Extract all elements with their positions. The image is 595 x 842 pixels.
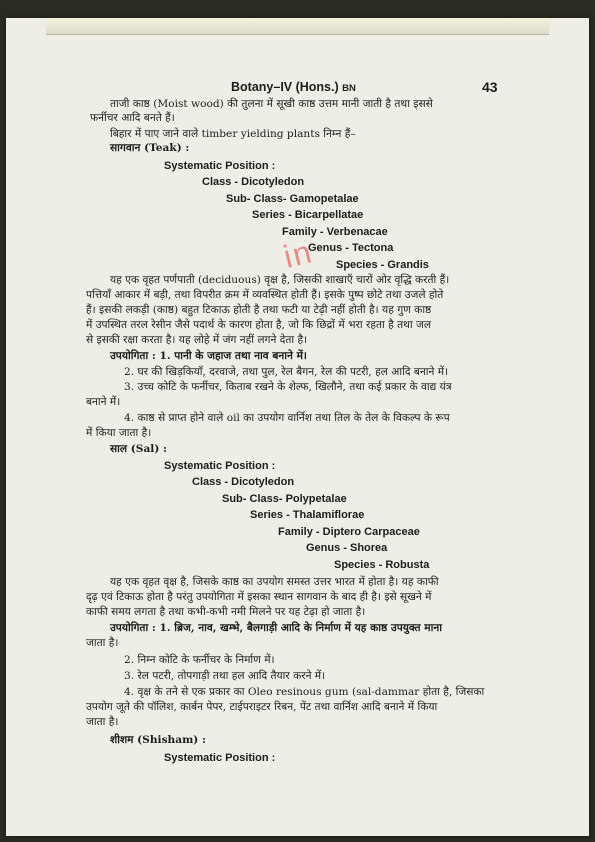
teak-subclass: Sub- Class- Gamopetalae — [226, 193, 359, 205]
teak-class: Class - Dicotyledon — [202, 176, 305, 188]
text-line: काफी समय लगता है तथा कभी-कभी नमी मिलने पर यह टेढ़ा हो जाता है। — [86, 606, 366, 618]
section-heading-sal: साल (Sal) : — [110, 443, 167, 455]
text-line: यह एक वृहत वृक्ष है, जिसके काष्ठ का उपयोग समस्त उत्तर भारत में होता है। यह काफी — [110, 576, 439, 588]
teak-genus: Genus - Tectona — [308, 242, 394, 254]
section-heading-shisham: शीशम (Shisham) : — [110, 734, 206, 746]
text-line: 4. काष्ठ से प्राप्त होने वाले oil का उपयोग वार्निश तथा तिल के तेल के विकल्प के रूप — [124, 412, 450, 424]
text-line: में किया जाता है। — [86, 427, 152, 439]
sal-position-title: Systematic Position : — [164, 460, 276, 472]
text-line: हैं। इसकी लकड़ी (काष्ठ) बहुत टिकाऊ होती है तथा फटी या टेढ़ी नहीं होती है। यह गुण काष्ठ — [86, 304, 432, 316]
shisham-position-title: Systematic Position : — [164, 752, 276, 764]
text-line: जाता है। — [86, 637, 119, 649]
text-line: फर्नीचर आदि बनते हैं। — [90, 112, 175, 124]
section-heading-teak: सागवान (Teak) : — [110, 142, 190, 154]
text-line: उपयोग जूते की पॉलिश, कार्बन पेपर, टाईपराइटर रिबन, पेंट तथा वार्निश आदि बनाने में किया — [86, 701, 438, 713]
sal-subclass: Sub- Class- Polypetalae — [222, 493, 347, 505]
text-line: जाता है। — [86, 716, 119, 728]
sal-species: Species - Robusta — [334, 559, 430, 571]
book-title: Botany–IV (Hons.) BN — [231, 80, 356, 94]
page-number: 43 — [482, 79, 498, 95]
text-line: ताजी काष्ठ (Moist wood) की तुलना में सूखी काष्ठ उत्तम मानी जाती है तथा इससे — [110, 98, 433, 110]
teak-position-title: Systematic Position : — [164, 160, 276, 172]
watermark: in — [279, 233, 317, 275]
sal-genus: Genus - Shorea — [306, 542, 388, 554]
uses-sal-1: उपयोगिता : 1. ब्रिज, नाव, खम्भे, बैलगाड़ी आदि के निर्माण में यह काष्ठ उपयुक्त माना — [110, 622, 442, 634]
sal-series: Series - Thalamiflorae — [250, 509, 365, 521]
text-line: 3. रेल पटरी, तोपगाड़ी तथा हल आदि तैयार करने में। — [124, 670, 326, 682]
text-line: 3. उच्च कोटि के फर्नीचर, किताब रखने के शेल्फ, खिलौने, तथा कई प्रकार के वाद्य यंत्र — [124, 381, 452, 393]
uses-teak-1: उपयोगिता : 1. पानी के जहाज तथा नाव बनाने में। — [110, 350, 307, 362]
text-line: से इसकी रक्षा करता है। यह लोहे में जंग नहीं लगने देता है। — [86, 334, 308, 346]
text-line: दृढ़ एवं टिकाऊ होता है परंतु उपयोगिता में इसका स्थान सागवान के बाद ही है। इसे सूखने में — [86, 591, 432, 603]
sal-class: Class - Dicotyledon — [192, 476, 295, 488]
teak-family: Family - Verbenacae — [282, 226, 388, 238]
sal-family: Family - Diptero Carpaceae — [278, 526, 420, 538]
text-line: 4. वृक्ष के तने से एक प्रकार का Oleo resinous gum (sal-dammar होता है, जिसका — [124, 686, 485, 698]
text-line: यह एक वृहत पर्णपाती (deciduous) वृक्ष है, जिसकी शाखाएँ चारों ओर वृद्धि करती हैं। — [110, 274, 450, 286]
text-line: में उपस्थित तरल रेसीन जैसे पदार्थ के कारण होता है, जो कि छिद्रों में भरा रहता है तथा जल — [86, 319, 432, 331]
text-line: बनाने में। — [86, 396, 121, 408]
top-edge — [46, 18, 549, 35]
teak-species: Species - Grandis — [336, 259, 429, 271]
document-page — [6, 18, 589, 836]
text-line: 2. घर की खिड़कियाँ, दरवाजे, तथा पुल, रेल बैगन, रेल की पटरी, हल आदि बनाने में। — [124, 366, 449, 378]
text-line: पत्तियाँ आकार में बड़ी, तथा विपरीत क्रम में व्यवस्थित होती हैं। इसके पुष्प छोटे तथा उजले होते — [86, 289, 444, 301]
text-line: बिहार में पाए जाने वाले timber yielding plants निम्न हैं– — [110, 128, 356, 140]
teak-series: Series - Bicarpellatae — [252, 209, 364, 221]
text-line: 2. निम्न कोटि के फर्नीचर के निर्माण में। — [124, 654, 275, 666]
